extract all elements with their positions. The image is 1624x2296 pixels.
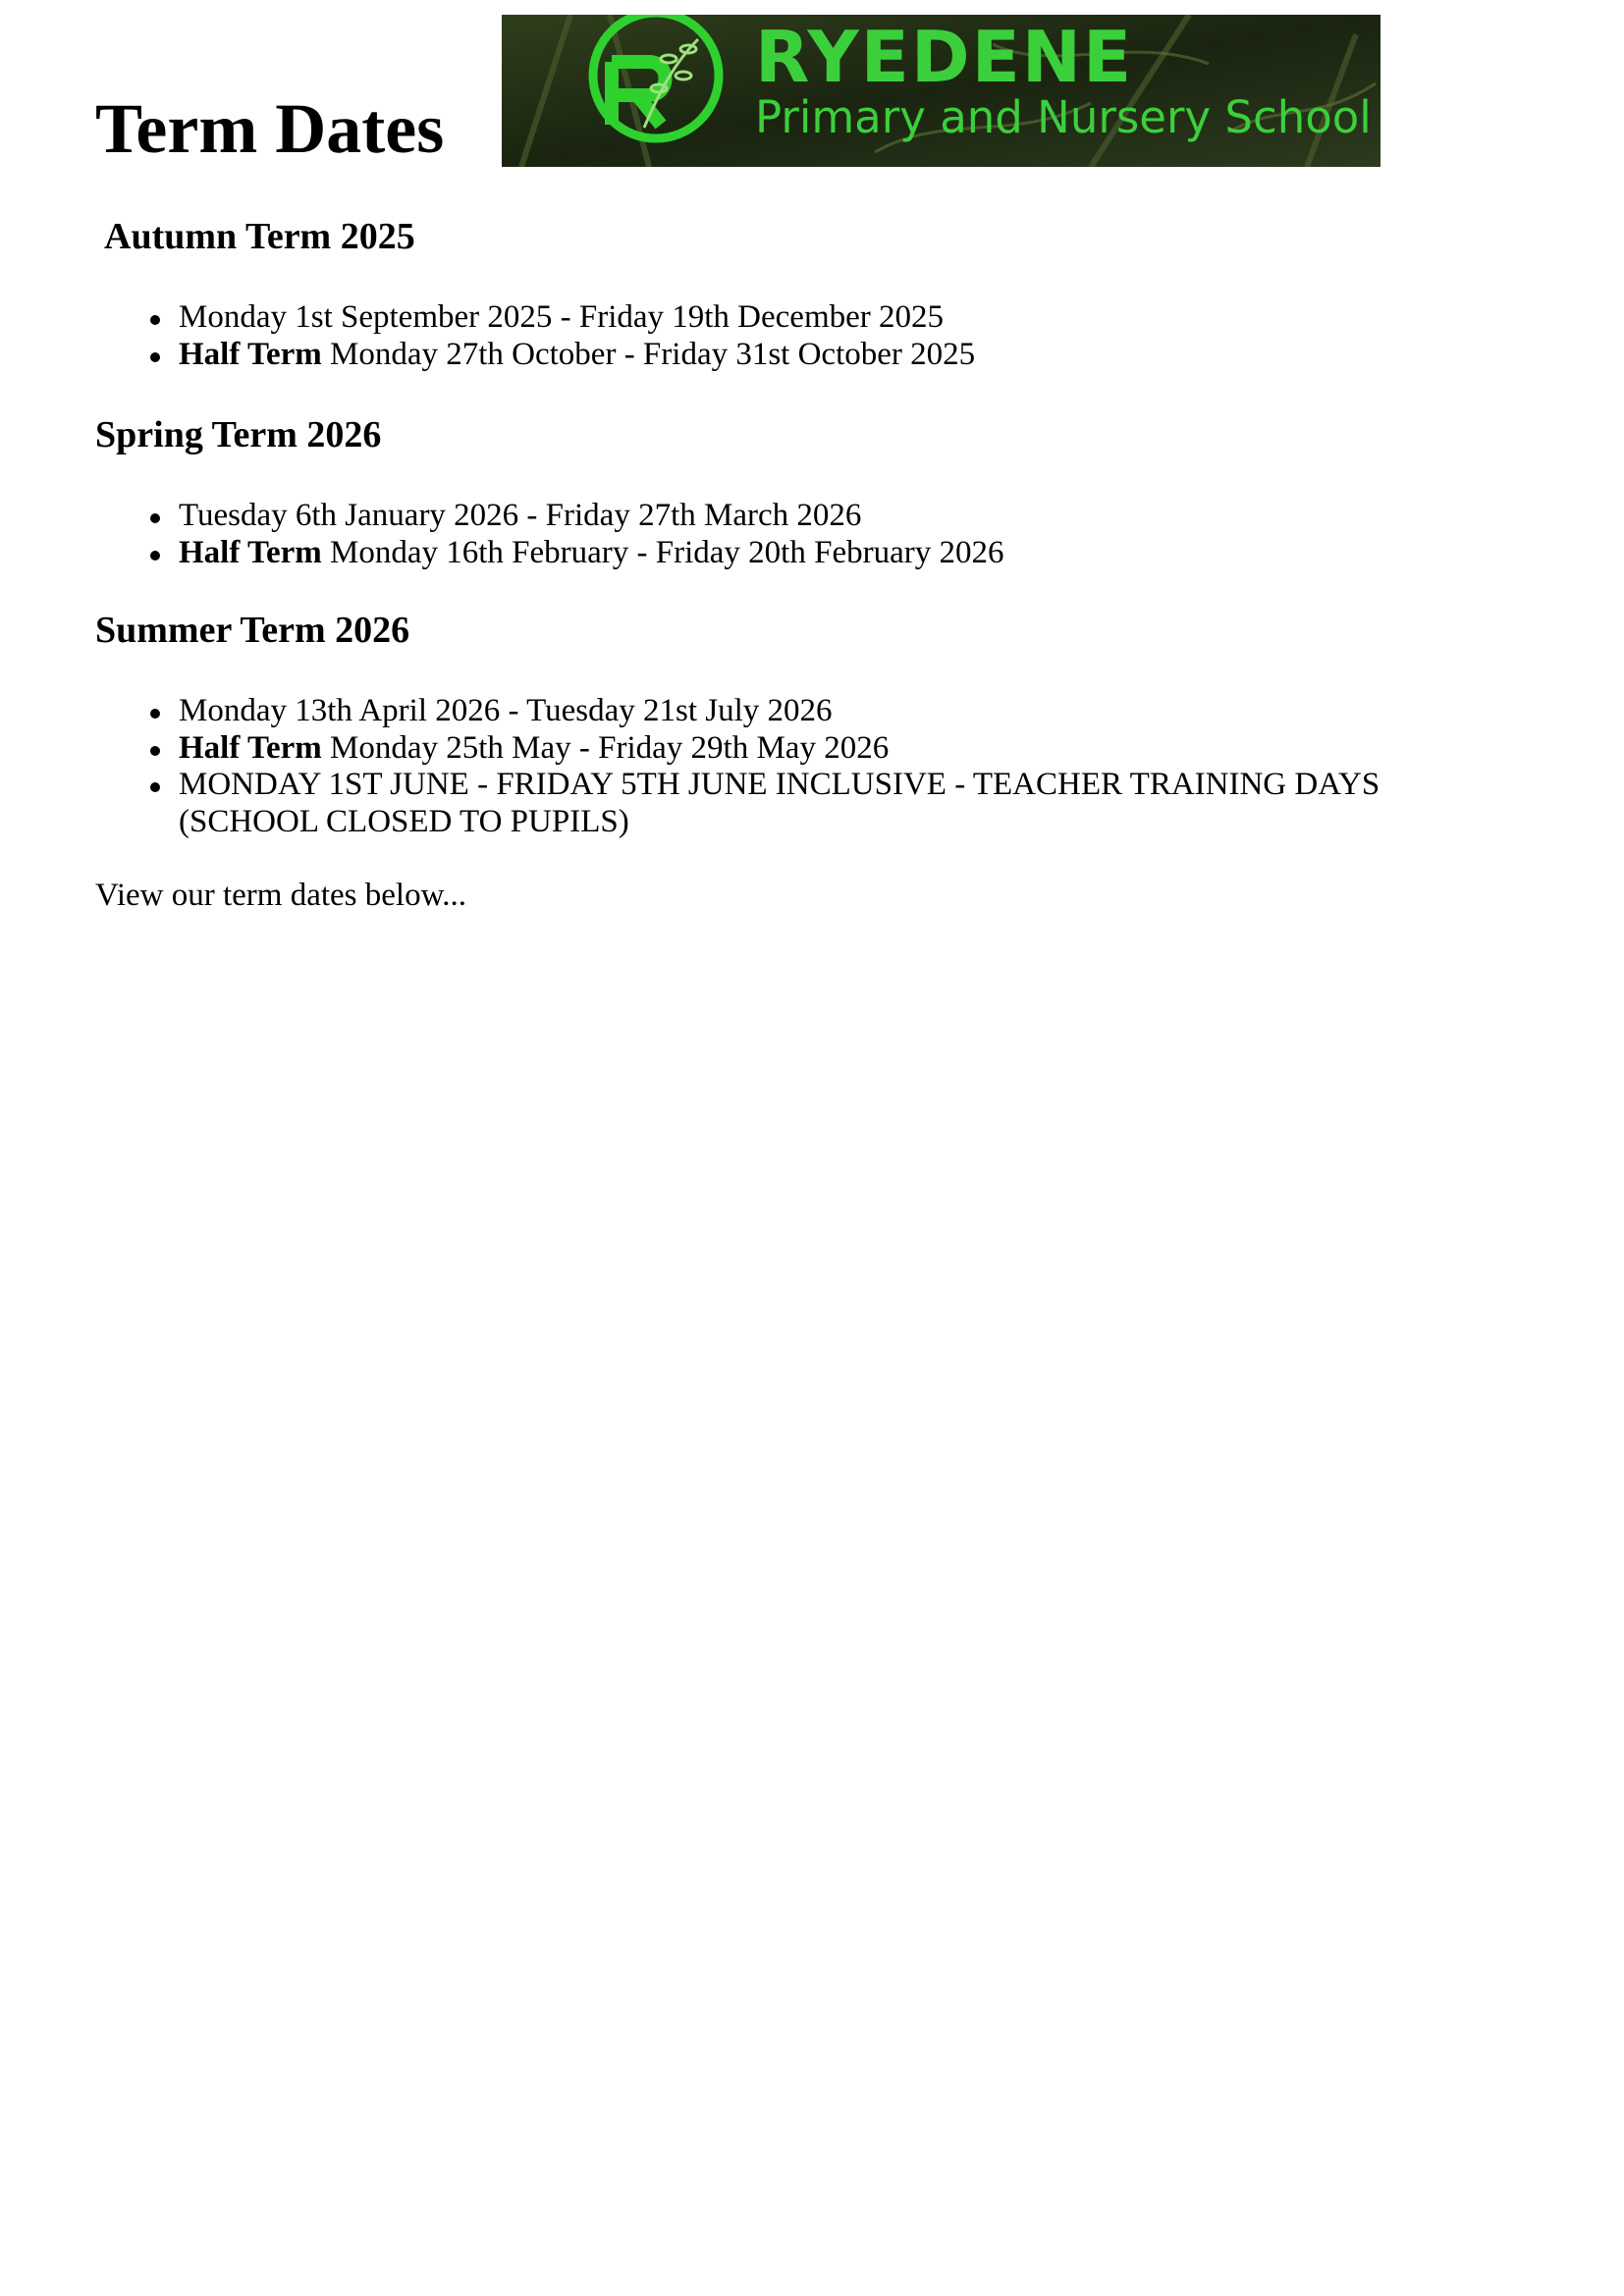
list-item — [179, 693, 1475, 730]
term-heading-spring: Spring Term 2026 — [95, 414, 382, 455]
page-title: Term Dates — [95, 89, 445, 168]
half-term-dates: Monday 25th May - Friday 29th May 2026 — [321, 729, 890, 766]
list-item — [179, 299, 1475, 337]
term-list-spring — [179, 498, 1475, 571]
list-item — [179, 498, 1475, 535]
term-dates-text: Monday 1st September 2025 - Friday 19th December 2025 — [179, 299, 945, 335]
list-item — [179, 767, 1475, 840]
list-item — [179, 730, 1475, 768]
term-list-summer — [179, 693, 1475, 840]
school-subtitle: Primary and Nursery School — [755, 91, 1372, 143]
term-list-autumn — [179, 299, 1475, 373]
intro-text: View our term dates below... — [95, 878, 467, 913]
training-days-text: MONDAY 1ST JUNE - FRIDAY 5TH JUNE INCLUSIVE - TEACHER TRAINING DAYS (SCHOOL CLOSED TO PUPILS) — [179, 767, 1380, 839]
half-term-label: Half Term — [179, 534, 322, 570]
term-dates-text: Tuesday 6th January 2026 - Friday 27th March 2026 — [179, 498, 862, 533]
half-term-label: Half Term — [179, 336, 322, 372]
term-dates-text: Monday 13th April 2026 - Tuesday 21st July 2026 — [179, 693, 833, 728]
term-heading-summer: Summer Term 2026 — [95, 610, 410, 651]
school-name: RYEDENE — [755, 16, 1134, 98]
term-heading-autumn: Autumn Term 2025 — [104, 216, 415, 257]
half-term-label: Half Term — [179, 729, 322, 766]
half-term-dates: Monday 27th October - Friday 31st October 2025 — [321, 336, 976, 372]
half-term-dates: Monday 16th February - Friday 20th February 2026 — [321, 534, 1004, 570]
list-item — [179, 337, 1475, 374]
school-banner — [502, 15, 1380, 167]
list-item — [179, 535, 1475, 572]
